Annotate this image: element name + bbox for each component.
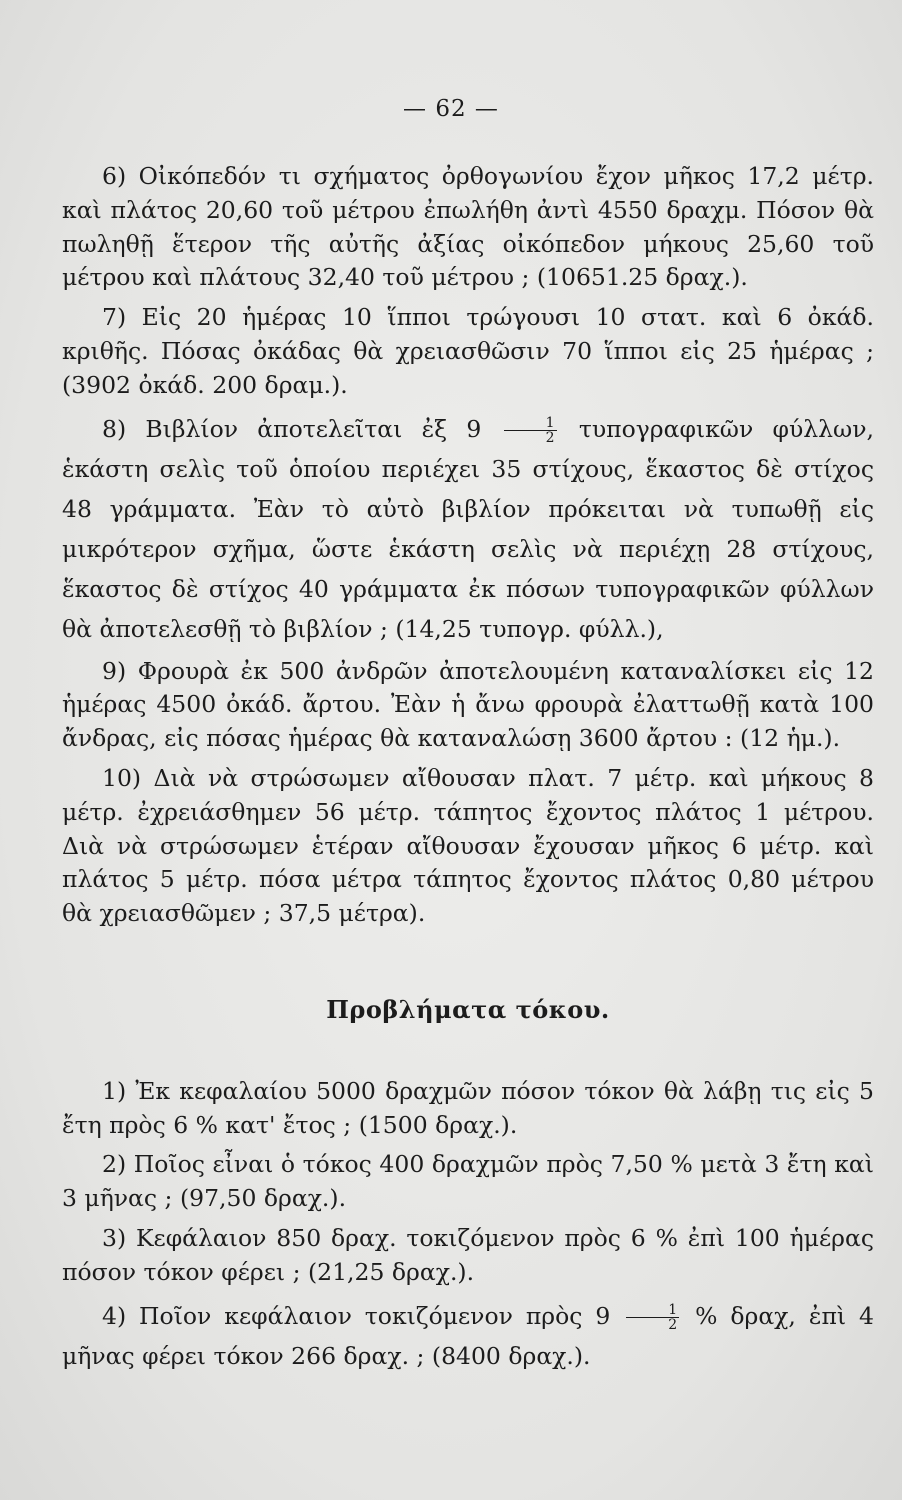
problem-6: 6) Οἰκόπεδόν τι σχήματος ὀρθογωνίου ἔχον μῆκος 17,2 μέτρ. καὶ πλάτος 20,60 τοῦ μέτρου ἐπωλήθη ἀντὶ 4550 δραχμ. Πόσον θὰ πωληθῇ ἕτερον τῆς αὐτῆς ἀξίας οἰκόπεδον μήκους 25,60 τοῦ μέτρου καὶ πλάτους 32,40 τοῦ μέτρου ; (10651.25 δραχ.).	[62, 162, 874, 292]
page-number: — 62 —	[403, 96, 499, 122]
interest-problem-2: 2) Ποῖος εἶναι ὁ τόκος 400 δραχμῶν πρὸς 7,50 % μετὰ 3 ἔτη καὶ 3 μῆνας ; (97,50 δραχ.).	[62, 1150, 874, 1213]
fraction-one-half	[626, 1303, 679, 1332]
problem-8-start: 8) Βιβλίον ἀποτελεῖται ἐξ 9	[102, 414, 482, 443]
problem-9: 9) Φρουρὰ ἐκ 500 ἀνδρῶν ἀποτελουμένη καταναλίσκει εἰς 12 ἡμέρας 4500 ὀκάδ. ἄρτου. Ἐὰν ἡ ἄνω φρουρὰ ἐλαττωθῇ κατὰ 100 ἄνδρας, εἰς πόσας ἡμέρας θὰ καταναλώσῃ 3600 ἄρτου : (12 ἡμ.).	[62, 656, 874, 753]
fraction-one-half	[504, 416, 557, 445]
interest-problem-3: 3) Κεφάλαιον 850 δραχ. τοκιζόμενον πρὸς 6 % ἐπὶ 100 ἡμέρας πόσον τόκον φέρει ; (21,25 δραχ.).	[62, 1223, 874, 1286]
interest-problem-1: 1) Ἐκ κεφαλαίου 5000 δραχμῶν πόσον τόκον θὰ λάβῃ τις εἰς 5 ἔτη πρὸς 6 % κατ' ἔτος ; (1500 δραχ.).	[62, 1076, 874, 1139]
interest-problem-4-rest: % δραχ, ἐπὶ 4 μῆνας φέρει τόκον 266 δραχ. ; (8400 δραχ.).	[62, 1301, 874, 1370]
fraction-denominator: 2	[668, 1316, 678, 1333]
page-body	[62, 160, 874, 1382]
interest-problem-4	[62, 1296, 874, 1376]
fraction-numerator: 1	[504, 416, 557, 431]
problem-7: 7) Εἰς 20 ἡμέρας 10 ἵπποι τρώγουσι 10 στατ. καὶ 6 ὀκάδ. κριθῆς. Πόσας ὀκάδας θὰ χρειασθῶσιν 70 ἵπποι εἰς 25 ἡμέρας ; (3902 ὀκάδ. 200 δραμ.).	[62, 303, 874, 399]
problem-10: 10) Διὰ νὰ στρώσωμεν αἴθουσαν πλατ. 7 μέτρ. καὶ μήκους 8 μέτρ. ἐχρειάσθημεν 56 μέτρ. τάπητος ἔχοντος πλάτος 1 μέτρου. Διὰ νὰ στρώσωμεν ἑτέραν αἴθουσαν ἔχουσαν μῆκος 6 μέτρ. καὶ πλάτος 5 μέτρ. πόσα μέτρα τάπητος ἔχοντος πλάτος 0,80 μέτρου θὰ χρειασθῶμεν ; 37,5 μέτρα).	[62, 763, 874, 928]
section-title: Προβλήματα τόκου.	[326, 994, 610, 1024]
fraction-numerator: 1	[626, 1303, 679, 1318]
interest-problem-4-start: 4) Ποῖον κεφάλαιον τοκιζόμενον πρὸς 9	[102, 1301, 611, 1330]
fraction-denominator: 2	[545, 429, 555, 446]
problem-8-rest: τυπογραφικῶν φύλλων, ἑκάστη σελὶς τοῦ ὁποίου περιέχει 35 στίχους, ἕκαστος δὲ στίχος 48 γράμματα. Ἐὰν τὸ αὐτὸ βιβλίον πρόκειται νὰ τυπωθῇ εἰς μικρότερον σχῆμα, ὥστε ἑκάστη σελὶς νὰ περιέχῃ 28 στίχους, ἕκαστος δὲ στίχος 40 γράμματα ἐκ πόσων τυπογραφικῶν φύλλων θὰ ἀποτελεσθῇ τὸ βιβλίον ; (14,25 τυπογρ. φύλλ.),	[62, 414, 874, 643]
problem-8	[62, 409, 874, 649]
